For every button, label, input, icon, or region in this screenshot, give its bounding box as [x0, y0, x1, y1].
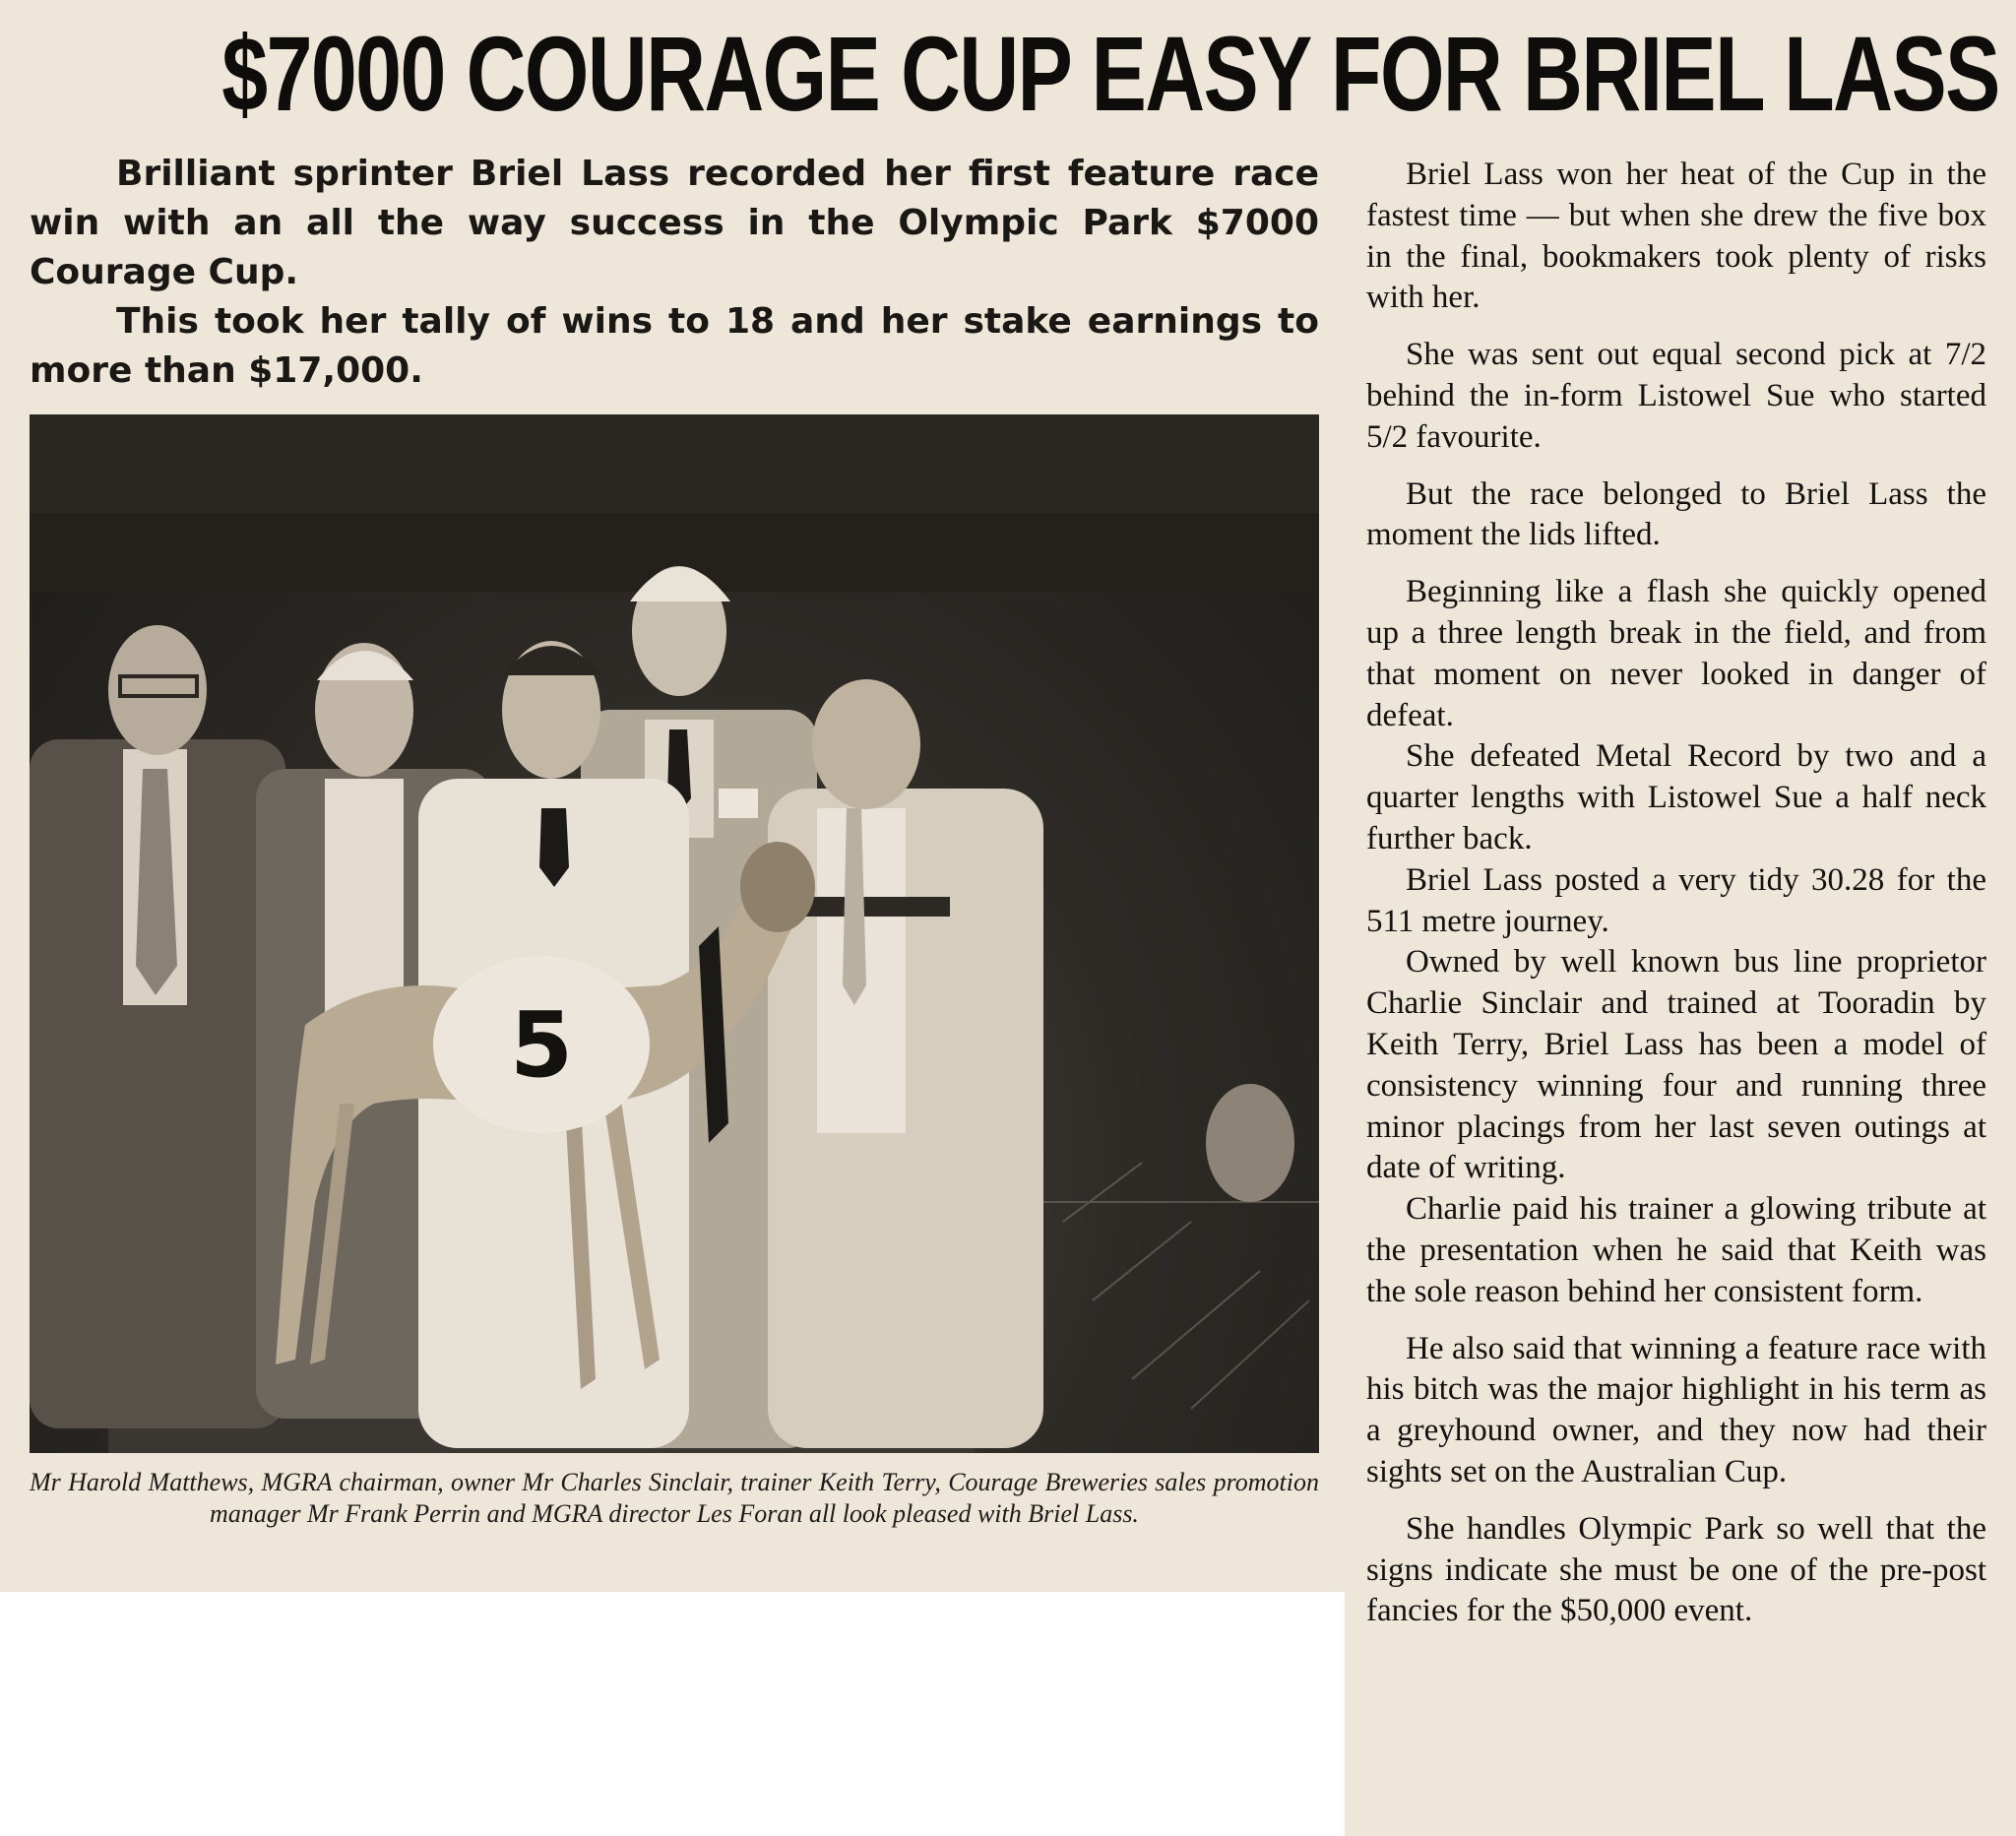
headline: $7000 COURAGE CUP EASY FOR BRIEL LASS	[221, 14, 1999, 133]
body-paragraph: But the race belonged to Briel Lass the moment the lids lifted.	[1366, 475, 1986, 553]
body-paragraph: Owned by well known bus line proprietor Charlie Sinclair and trained at Tooradin by Keith Terry, Briel Lass has been a model of consistency winning four and running three minor placings from her last seven outings at date of writing.	[1366, 944, 1986, 1186]
photo-illustration	[30, 414, 1319, 1453]
lead-paragraphs	[30, 150, 1319, 396]
body-column	[1366, 155, 1986, 1632]
presentation-photo	[30, 414, 1319, 1453]
body-paragraph: Briel Lass posted a very tidy 30.28 for the 511 metre journey.	[1366, 861, 1986, 939]
photo-background-wall	[30, 414, 1319, 513]
body-paragraph: She was sent out equal second pick at 7/2 behind the in-form Listowel Sue who started 5/2 favourite.	[1366, 337, 1986, 455]
photo-caption: Mr Harold Matthews, MGRA chairman, owner Mr Charles Sinclair, trainer Keith Terry, Courage Breweries sales promotion manager Mr Frank Perrin and MGRA director Les Foran all look pleased with Briel Lass.	[30, 1468, 1319, 1528]
lead-paragraph: This took her tally of wins to 18 and her stake earnings to more than $17,000.	[30, 301, 1319, 391]
body-paragraph: He also said that winning a feature race with his bitch was the major highlight in his term as a greyhound owner, and they now had their sights set on the Australian Cup.	[1366, 1330, 1986, 1489]
body-paragraph: She defeated Metal Record by two and a quarter lengths with Listowel Sue a half neck further back.	[1366, 738, 1986, 856]
lead-paragraph: Brilliant sprinter Briel Lass recorded her first feature race win with an all the way success in the Olympic Park $7000 Courage Cup.	[30, 154, 1319, 292]
person-harold-matthews	[30, 625, 285, 1428]
body-paragraph: Briel Lass won her heat of the Cup in the fastest time — but when she drew the five box in the final, bookmakers took plenty of risks with her.	[1366, 157, 1986, 316]
person-les-foran	[768, 679, 1294, 1448]
saddle-cloth-number: 5	[509, 992, 574, 1098]
body-paragraph: Charlie paid his trainer a glowing tribute at the presentation when he said that Keith was the sole reason behind her consistent form.	[1366, 1191, 1986, 1309]
body-paragraph: She handles Olympic Park so well that the signs indicate she must be one of the pre-post fancies for the $50,000 event.	[1366, 1510, 1986, 1629]
body-paragraph: Beginning like a flash she quickly opened up a three length break in the field, and from that moment on never looked in danger of defeat.	[1366, 574, 1986, 733]
